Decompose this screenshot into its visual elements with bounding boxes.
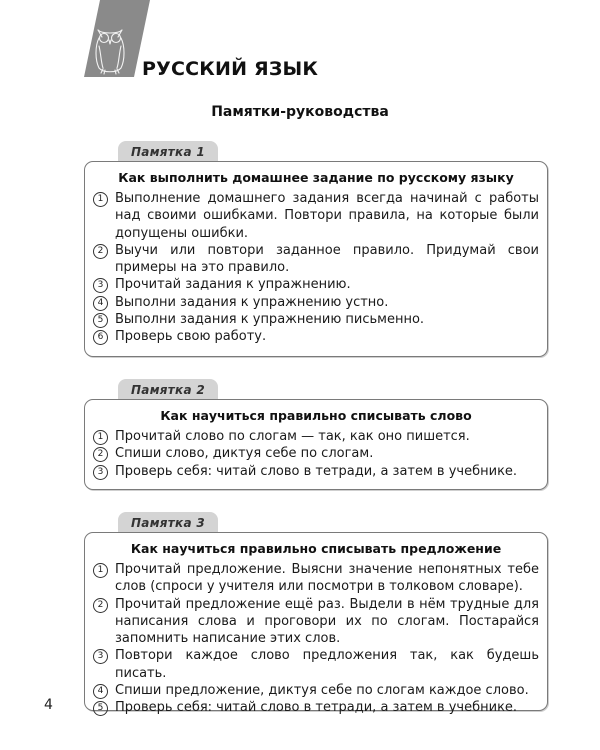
list-item (93, 428, 539, 445)
memo-list (93, 428, 539, 480)
list-item (93, 276, 539, 293)
section-title: Памятки-руководства (211, 104, 389, 120)
memo-tab: Памятка 1 (118, 141, 218, 163)
circled-number: 5 (93, 313, 108, 328)
list-item (93, 190, 539, 242)
list-item (93, 242, 539, 277)
item-text: Прочитай задания к упражнению. (115, 277, 351, 293)
item-text: Проверь себя: читай слово в тетради, а затем в учебнике. (115, 700, 518, 716)
memo-tab: Памятка 2 (118, 379, 218, 401)
circled-number: 4 (93, 296, 108, 311)
circled-number: 1 (93, 192, 108, 207)
item-text: Выучи или повтори заданное правило. Придумай свои примеры на это правило. (115, 242, 539, 276)
page-number: 4 (44, 697, 53, 713)
list-item (93, 699, 539, 716)
list-item (93, 445, 539, 462)
item-text: Выполни задания к упражнению устно. (115, 294, 389, 310)
list-item (93, 328, 539, 345)
header-banner (84, 0, 150, 77)
memo-box (84, 532, 548, 716)
subject-title: РУССКИЙ ЯЗЫК (142, 58, 319, 80)
list-item (93, 463, 539, 480)
memo-box (84, 161, 548, 357)
circled-number: 3 (93, 465, 108, 480)
item-text: Прочитай предложение ещё раз. Выдели в нём трудные для написания слова и проговори их по слогам. Постарайся запомнить написание этих слов. (115, 596, 539, 647)
list-item (93, 294, 539, 311)
list-item (93, 682, 539, 699)
owl-icon (84, 0, 150, 77)
memo-box (84, 399, 548, 490)
circled-number: 3 (93, 278, 108, 293)
item-text: Выполнение домашнего задания всегда начинай с работы над своими ошибками. Повтори правила, на которые были допущены ошибки. (115, 191, 539, 241)
circled-number: 5 (93, 701, 108, 716)
memo-heading: Как научиться правильно списывать слово (160, 408, 472, 423)
list-item (93, 561, 539, 596)
memo-list (93, 190, 539, 346)
circled-number: 3 (93, 649, 108, 664)
item-text: Выполни задания к упражнению письменно. (115, 312, 425, 328)
item-text: Спиши слово, диктуя себе по слогам. (115, 446, 374, 462)
item-text: Спиши предложение, диктуя себе по слогам каждое слово. (115, 683, 529, 699)
circled-number: 1 (93, 430, 108, 445)
item-text: Прочитай слово по слогам — так, как оно пишется. (115, 429, 470, 444)
item-text: Повтори каждое слово предложения так, как будешь писать. (115, 648, 539, 681)
circled-number: 2 (93, 598, 108, 613)
item-text: Проверь себя: читай слово в тетради, а затем в учебнике. (115, 463, 518, 479)
memo-heading: Как выполнить домашнее задание по русскому языку (118, 170, 514, 185)
item-text: Проверь свою работу. (115, 329, 267, 345)
memo-list (93, 561, 539, 717)
list-item (93, 647, 539, 682)
list-item (93, 311, 539, 328)
circled-number: 4 (93, 684, 108, 699)
circled-number: 2 (93, 447, 108, 462)
memo-tab: Памятка 3 (118, 512, 218, 534)
circled-number: 6 (93, 330, 108, 345)
list-item (93, 596, 539, 648)
circled-number: 2 (93, 244, 108, 259)
circled-number: 1 (93, 563, 108, 578)
memo-heading: Как научиться правильно списывать предложение (130, 541, 502, 556)
item-text: Прочитай предложение. Выясни значение непонятных тебе слов (спроси у учителя или посмотри в толковом словаре). (115, 562, 539, 595)
